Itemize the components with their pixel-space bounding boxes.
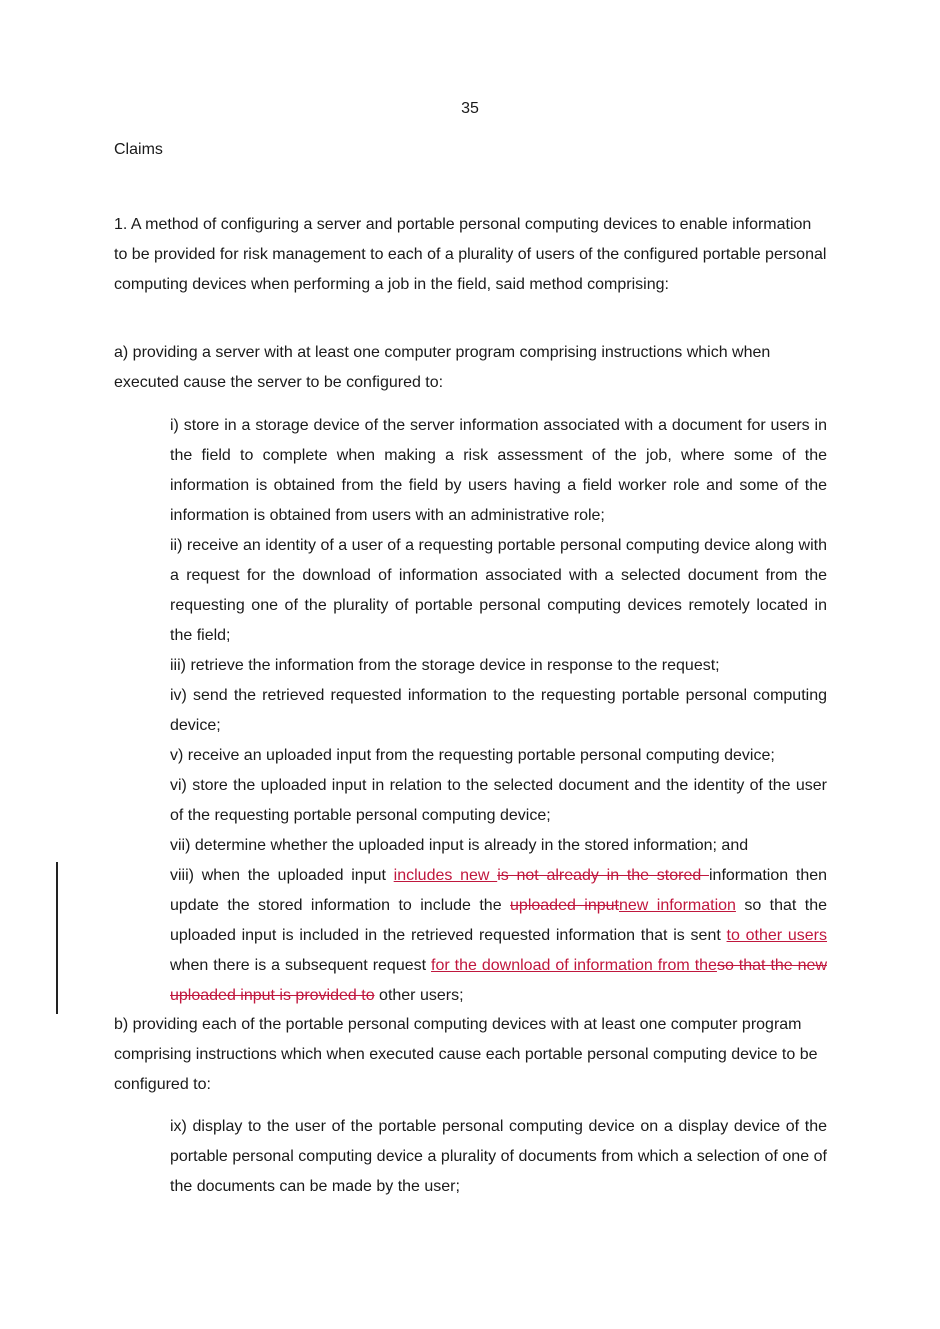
item-viii-text: when there is a subsequent request — [170, 957, 432, 974]
insertion: new information — [619, 897, 736, 914]
item-viii — [170, 861, 827, 1011]
item-viii-text: other users; — [374, 987, 464, 1004]
item-ix: ix) display to the user of the portable personal computing device on a display device of the portable personal computing device a plurality of documents from which a selection of one of the documents can be made by the user; — [170, 1118, 827, 1195]
insertion: includes new — [393, 867, 498, 884]
item-iv: iv) send the retrieved requested information to the requesting portable personal computing device; — [170, 687, 827, 734]
item-viii-text: so that the uploaded input is included in the retrieved requested information that is sent — [170, 897, 828, 944]
claim-b-items — [170, 1112, 827, 1202]
deletion: is not already in the stored — [497, 867, 709, 884]
item-v: v) receive an uploaded input from the requesting portable personal computing device; — [170, 747, 775, 764]
item-ii: ii) receive an identity of a user of a requesting portable personal computing device along with a request for the download of information associated with a selected document from the requesting one of the plurality of portable personal computing devices remotely located in the field; — [170, 537, 827, 644]
deletion: so that the new uploaded input is provided to — [170, 957, 827, 1004]
item-i: i) store in a storage device of the server information associated with a document for users in the field to complete when making a risk assessment of the job, where some of the information is obtained from the field by users having a field worker role and some of the information is obtained from users with an administrative role; — [170, 417, 827, 524]
item-viii-text: viii) when the uploaded input — [170, 867, 394, 884]
change-bar — [56, 862, 58, 1014]
claim-a-intro: a) providing a server with at least one computer program comprising instructions which when executed cause the server to be configured to: — [114, 344, 771, 391]
claims-heading: Claims — [114, 141, 163, 158]
item-iii: iii) retrieve the information from the storage device in response to the request; — [170, 657, 720, 674]
item-vi: vi) store the uploaded input in relation to the selected document and the identity of the user of the requesting portable personal computing device; — [170, 777, 827, 824]
insertion: to other users — [726, 927, 828, 944]
claim-a-items — [170, 411, 827, 1011]
claim-1-intro: 1. A method of configuring a server and portable personal computing devices to enable information to be provided for risk management to each of a plurality of users of the configured portable personal computing devices when performing a job in the field, said method comprising: — [114, 216, 827, 293]
page-number: 35 — [461, 100, 479, 117]
deletion: uploaded input — [510, 897, 619, 914]
insertion: for the download of information from the — [431, 957, 717, 974]
item-viii-text: information then update the stored information to include the — [170, 867, 828, 914]
claim-b-intro: b) providing each of the portable personal computing devices with at least one computer program comprising instructions which when executed cause each portable personal computing device to be configured to: — [114, 1016, 818, 1093]
item-vii: vii) determine whether the uploaded input is already in the stored information; and — [170, 837, 749, 854]
